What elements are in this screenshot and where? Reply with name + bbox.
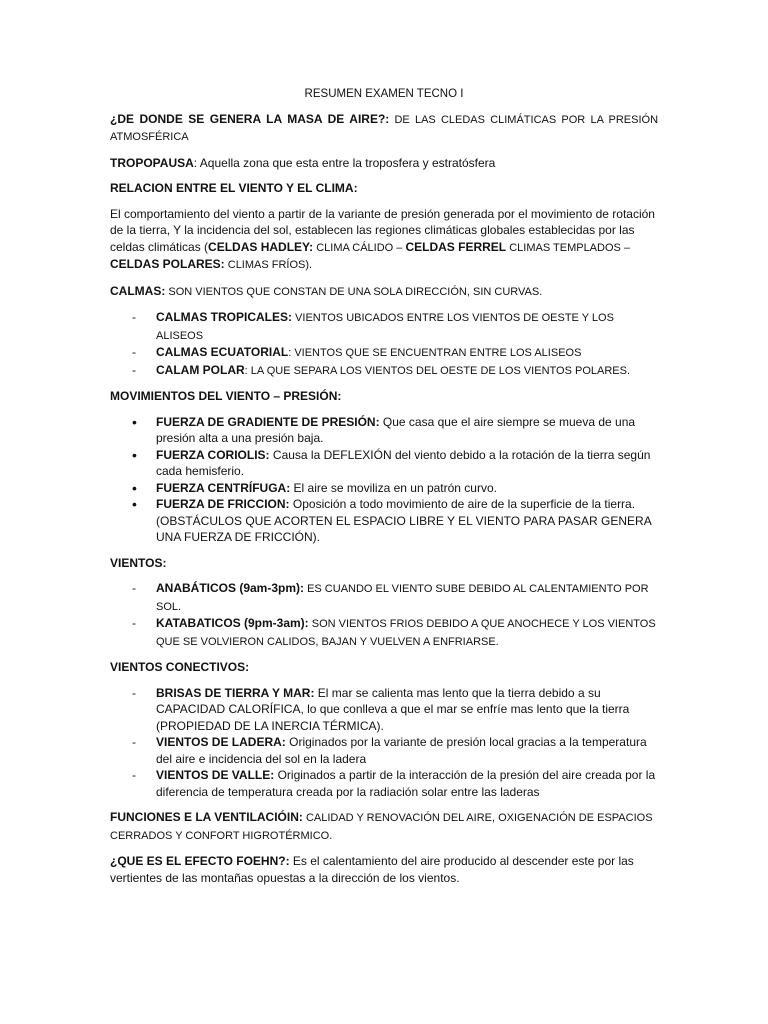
dash-marker: - <box>132 768 136 782</box>
answer-text: DE LAS CLEDAS CLIMÁTICAS POR LA PRESIÓN ATMOSFÉRICA <box>110 113 659 143</box>
list-item: • FUERZA DE FRICCION: Oposición a todo movimiento de aire de la superficie de la tierra. (OBSTÁCULOS QUE ACORTEN EL ESPACIO LIBRE Y EL VIENTO PARA PASAR GENERA UNA FUERZA DE FRICCIÓN). <box>132 496 652 544</box>
calmas-list <box>110 309 658 379</box>
section-tropopausa <box>110 155 658 172</box>
list-item: • FUERZA CORIOLIS: Causa la DEFLEXIÓN del viento debido a la rotación de la tierra según cada hemisferio. <box>132 446 651 478</box>
list-item: - KATABATICOS (9pm-3am): SON VIENTOS FRIOS DEBIDO A QUE ANOCHECE Y LOS VIENTOS QUE SE VOLVIERON CALIDOS, BAJAN Y VUELVEN A ENFRIARSE. <box>132 616 656 648</box>
section-calmas: CALMAS: SON VIENTOS QUE CONSTAN DE UNA SOLA DIRECCIÓN, SIN CURVAS. <box>110 283 543 298</box>
list-item: - CALMAS ECUATORIAL: VIENTOS QUE SE ENCUENTRAN ENTRE LOS ALISEOS <box>132 345 582 359</box>
bullet-marker: • <box>132 446 137 463</box>
conectivos-list <box>110 685 658 801</box>
list-item: - CALAM POLAR: LA QUE SEPARA LOS VIENTOS DEL OESTE DE LOS VIENTOS POLARES. <box>132 362 631 377</box>
fuerzas-list <box>110 414 658 546</box>
list-item: - CALMAS TROPICALES: VIENTOS UBICADOS ENTRE LOS VIENTOS DE OESTE Y LOS ALISEOS <box>132 310 614 342</box>
heading-movimientos-viento: MOVIMIENTOS DEL VIENTO – PRESIÓN: <box>110 389 342 403</box>
heading-relacion-viento-clima: RELACION ENTRE EL VIENTO Y EL CLIMA: <box>110 181 358 195</box>
dash-marker: - <box>132 616 136 630</box>
dash-marker: - <box>132 581 136 595</box>
list-item: • FUERZA CENTRÍFUGA: El aire se moviliza en un patrón curvo. <box>132 479 497 496</box>
list-item: • FUERZA DE GRADIENTE DE PRESIÓN: Que casa que el aire siempre se mueva de una presión alta a una presión baja. <box>132 413 636 445</box>
term-label: TROPOPAUSA <box>110 155 194 170</box>
dash-marker: - <box>132 685 136 700</box>
section-funciones-ventilacion: FUNCIONES E LA VENTILACIÓIN: CALIDAD Y RENOVACIÓN DEL AIRE, OXIGENACIÓN DE ESPACIOS CERRADOS Y CONFORT HIGROTÉRMICO. <box>110 810 653 842</box>
list-item: - ANABÁTICOS (9am-3pm): ES CUANDO EL VIENTO SUBE DEBIDO AL CALENTAMIENTO POR SOL. <box>132 581 649 613</box>
section-masa-de-aire <box>110 111 658 146</box>
list-item: - BRISAS DE TIERRA Y MAR: El mar se calienta mas lento que la tierra debido a su CAPACIDAD CALORÍFICA, lo que conlleva a que el mar se enfríe mas lento que la tierra (PROPIEDAD DE LA INERCIA TÉRMICA). <box>132 685 630 733</box>
list-item: - VIENTOS DE VALLE: Originados a partir de la interacción de la presión del aire creada por la diferencia de temperatura creada por la radiación solar entre las laderas <box>132 768 656 799</box>
question-label: ¿DE DONDE SE GENERA LA MASA DE AIRE?: <box>110 111 390 126</box>
section-efecto-foehn: ¿QUE ES EL EFECTO FOEHN?: Es el calentamiento del aire producido al descender este por las vertientes de las montañas opuestas a la dirección de los vientos. <box>110 854 634 885</box>
heading-vientos-conectivos: VIENTOS CONECTIVOS: <box>110 660 250 674</box>
dash-marker: - <box>132 362 136 377</box>
dash-marker: - <box>132 310 136 324</box>
dash-marker: - <box>132 735 136 749</box>
list-item: - VIENTOS DE LADERA: Originados por la variante de presión local gracias a la temperatura del aire e incidencia del sol en la ladera <box>132 735 647 766</box>
vientos-list <box>110 580 658 650</box>
bullet-marker: • <box>132 496 137 512</box>
dash-marker: - <box>132 345 136 359</box>
bullet-marker: • <box>132 413 137 430</box>
heading-vientos: VIENTOS: <box>110 555 167 570</box>
paragraph-celdas-climaticas: El comportamiento del viento a partir de la variante de presión generada por el movimiento de rotación de la tierra, Y la incidencia del sol, establecen las regiones climáticas globales establecidas por las celdas climáticas (CELDAS HADLEY: CLIMA CÁLIDO – CELDAS FERREL CLIMAS TEMPLADOS – CELDAS POLARES: CLIMAS FRÍOS). <box>110 206 655 271</box>
bullet-marker: • <box>132 479 137 496</box>
document-title: RESUMEN EXAMEN TECNO I <box>304 88 464 100</box>
definition-text: : Aquella zona que esta entre la troposfera y estratósfera <box>193 155 496 170</box>
